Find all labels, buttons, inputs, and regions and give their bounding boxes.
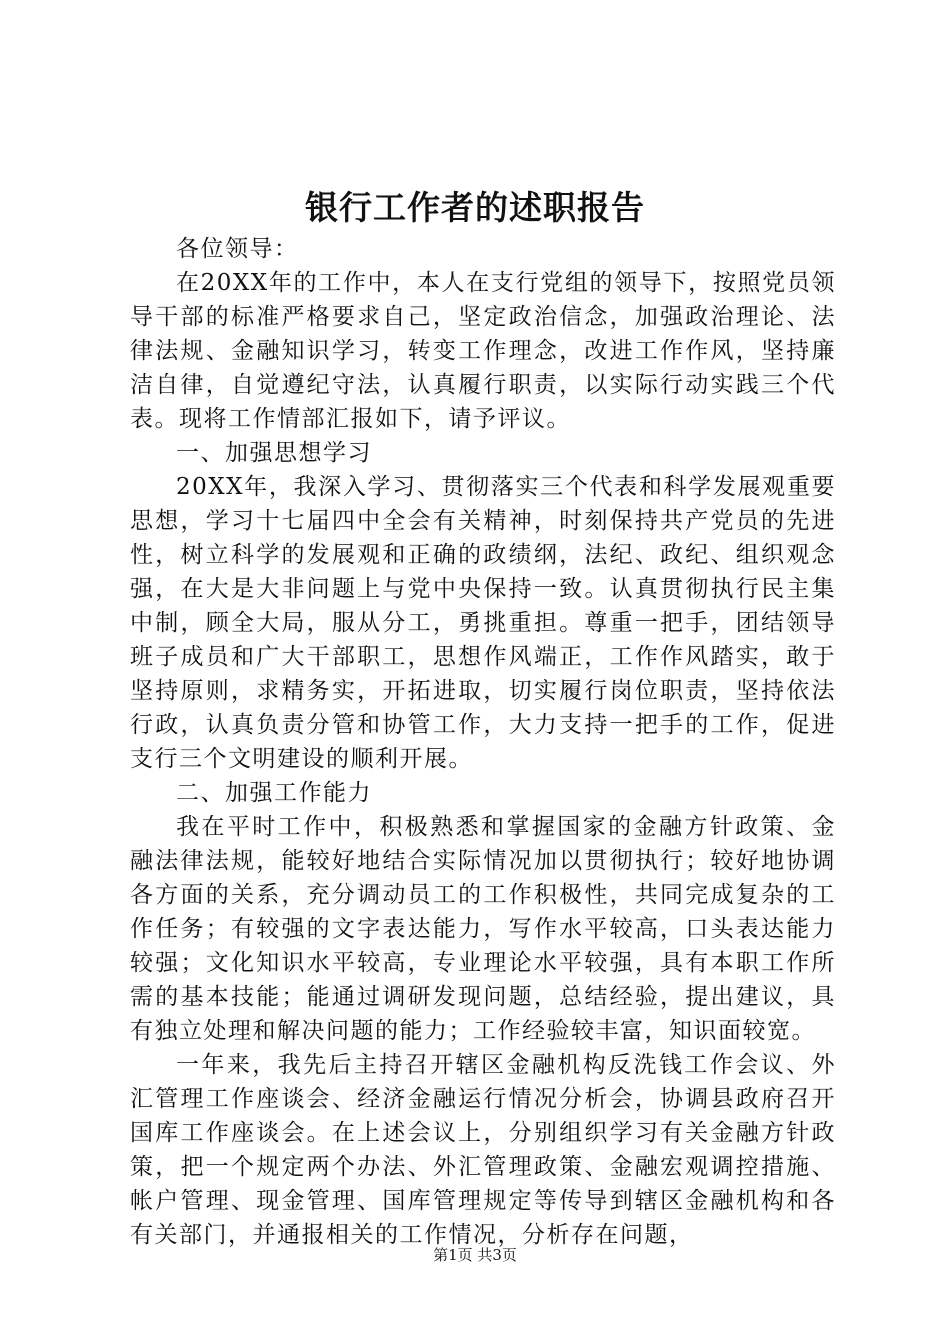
page-footer: 第1页 共3页 (433, 1246, 517, 1264)
intro-paragraph: 在20XX年的工作中，本人在支行党组的领导下，按照党员领导干部的标准严格要求自己，坚定政治信念，加强政治理论、法律法规、金融知识学习，转变工作理念，改进工作作风，坚持廉洁自律，自觉遵纪守法，认真履行职责，以实际行动实践三个代表。现将工作情部汇报如下，请予评议。 (130, 270, 836, 432)
document-title: 银行工作者的述职报告 (305, 188, 645, 227)
section-2-paragraph: 我在平时工作中，积极熟悉和掌握国家的金融方针政策、金融法律法规，能较好地结合实际情况加以贯彻执行；较好地协调各方面的关系，充分调动员工的工作积极性，共同完成复杂的工作任务；有较强的文字表达能力，写作水平较高，口头表达能力较强；文化知识水平较高，专业理论水平较强，具有本职工作所需的基本技能；能通过调研发现问题，总结经验，提出建议，具有独立处理和解决问题的能力；工作经验较丰富，知识面较宽。 (130, 814, 836, 1044)
salutation-paragraph: 各位领导： (176, 236, 299, 262)
section-2-paragraph-continued: 一年来，我先后主持召开辖区金融机构反洗钱工作会议、外汇管理工作座谈会、经济金融运行情况分析会，协调县政府召开国库工作座谈会。在上述会议上，分别组织学习有关金融方针政策，把一个规定两个办法、外汇管理政策、金融宏观调控措施、帐户管理、现金管理、国库管理规定等传导到辖区金融机构和各有关部门，并通报相关的工作情况，分析存在问题， (130, 1052, 836, 1248)
section-1-paragraph: 20XX年，我深入学习、贯彻落实三个代表和科学发展观重要思想，学习十七届四中全会有关精神，时刻保持共产党员的先进性，树立科学的发展观和正确的政绩纲，法纪、政纪、组织观念强，在大是大非问题上与党中央保持一致。认真贯彻执行民主集中制，顾全大局，服从分工，勇挑重担。尊重一把手，团结领导班子成员和广大干部职工，思想作风端正，工作作风踏实，敢于坚持原则，求精务实，开拓进取，切实履行岗位职责，坚持依法行政，认真负责分管和协管工作，大力支持一把手的工作，促进支行三个文明建设的顺利开展。 (130, 474, 836, 772)
section-heading-1: 一、加强思想学习 (176, 440, 372, 466)
document-body (130, 232, 836, 1252)
section-heading-2: 二、加强工作能力 (176, 780, 372, 806)
